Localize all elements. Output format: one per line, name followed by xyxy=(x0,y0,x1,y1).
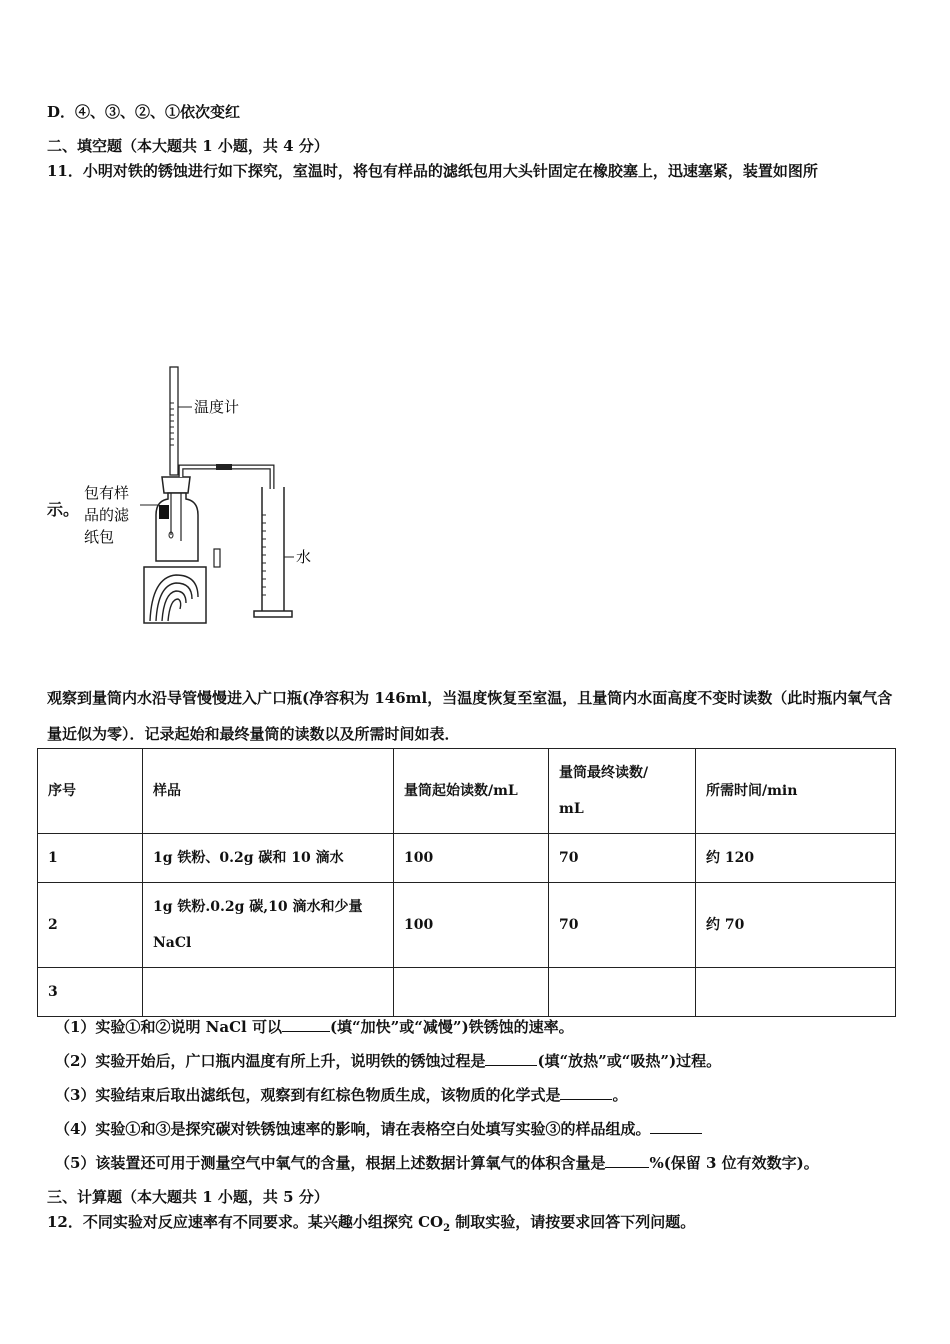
table-cell-empty xyxy=(549,968,696,1017)
table-cell-empty xyxy=(696,968,896,1017)
answer-blank-1[interactable] xyxy=(282,1017,330,1032)
table-cell-empty[interactable] xyxy=(143,968,394,1017)
sub-question-1: （1）实验①和②说明 NaCl 可以 (填“加快”或“减慢”)铁锈蚀的速率。 xyxy=(55,1018,574,1036)
section2-title: 二、填空题（本大题共 1 小题，共 4 分） xyxy=(47,137,329,155)
stopper-icon xyxy=(162,477,190,493)
table-cell: 1 xyxy=(38,834,143,883)
section3-title: 三、计算题（本大题共 1 小题，共 5 分） xyxy=(47,1188,329,1206)
header-cell: 量筒起始读数/mL xyxy=(394,749,549,834)
table-cell: 2 xyxy=(38,883,143,968)
label-sample-1: 包有样 xyxy=(84,484,130,502)
apparatus-figure xyxy=(80,365,320,625)
sub-question-5: （5）该装置还可用于测量空气中氧气的含量，根据上述数据计算氧气的体积含量是 %(保留 3 位有效数字)。 xyxy=(55,1154,819,1172)
q11-intro: 11．小明对铁的锈蚀进行如下探究，室温时，将包有样品的滤纸包用大头针固定在橡胶塞上，迅速塞紧，装置如图所 xyxy=(47,162,818,180)
sub-question-3: （3）实验结束后取出滤纸包，观察到有红棕色物质生成，该物质的化学式是 。 xyxy=(55,1086,628,1104)
answer-blank-5[interactable] xyxy=(605,1153,649,1168)
answer-blank-2[interactable] xyxy=(485,1051,537,1066)
row2-sample-line-1: 1g 铁粉.0.2g 碳,10 滴水和少量 xyxy=(153,899,363,915)
q11-observe: 观察到量筒内水沿导管慢慢进入广口瓶(净容积为 146ml，当温度恢复至室温，且量筒内水面高度不变时读数（此时瓶内氧气含量近似为零）．记录起始和最终量筒的读数以及所需时间如表． xyxy=(47,689,893,743)
header-cell: 序号 xyxy=(38,749,143,834)
table-cell: 100 xyxy=(394,834,549,883)
sub-question-4: （4）实验①和③是探究碳对铁锈蚀速率的影响，请在表格空白处填写实验③的样品组成。 xyxy=(55,1119,702,1139)
answer-blank-4[interactable] xyxy=(650,1119,702,1134)
header-cell: 样品 xyxy=(143,749,394,834)
header-final-line-2: mL xyxy=(559,801,584,817)
label-thermometer: 温度计 xyxy=(194,398,240,416)
header-final-line-1: 量筒最终读数/ xyxy=(559,765,649,781)
table-cell: 70 xyxy=(549,834,696,883)
label-sample-2: 品的滤 xyxy=(84,506,130,524)
table-row xyxy=(38,968,896,1017)
q12-text: 12．不同实验对反应速率有不同要求。某兴趣小组探究 $CO_2$ 制取实验，请按要求回答下列问题。 xyxy=(47,1213,696,1234)
graduated-cylinder-icon xyxy=(262,487,284,611)
sub-question-2: （2）实验开始后，广口瓶内温度有所上升，说明铁的锈蚀过程是 (填“放热”或“吸热”)过程。 xyxy=(55,1052,722,1070)
table-row xyxy=(38,883,896,968)
table-cell: 1g 铁粉、0.2g 碳和 10 滴水 xyxy=(143,834,394,883)
table-cell: 约 70 xyxy=(696,883,896,968)
table-header-row xyxy=(38,749,896,834)
bottle-icon xyxy=(156,493,198,561)
answer-blank-3[interactable] xyxy=(560,1085,612,1100)
label-sample-3: 纸包 xyxy=(84,528,115,546)
table-cell xyxy=(143,883,394,968)
results-table xyxy=(37,748,896,1017)
table-cell-empty xyxy=(394,968,549,1017)
row2-sample-line-2: NaCl xyxy=(153,935,192,951)
header-cell: 所需时间/min xyxy=(696,749,896,834)
table-cell: 100 xyxy=(394,883,549,968)
table-cell: 3 xyxy=(38,968,143,1017)
filter-paper-icon xyxy=(159,505,169,519)
table-cell: 约 120 xyxy=(696,834,896,883)
table-row xyxy=(38,834,896,883)
header-cell xyxy=(549,749,696,834)
label-water: 水 xyxy=(296,548,312,566)
tube-connector-icon xyxy=(216,464,232,470)
q11-shi: 示。 xyxy=(47,500,80,519)
option-d: D．④、③、②、①依次变红 xyxy=(47,103,241,121)
table-cell: 70 xyxy=(549,883,696,968)
